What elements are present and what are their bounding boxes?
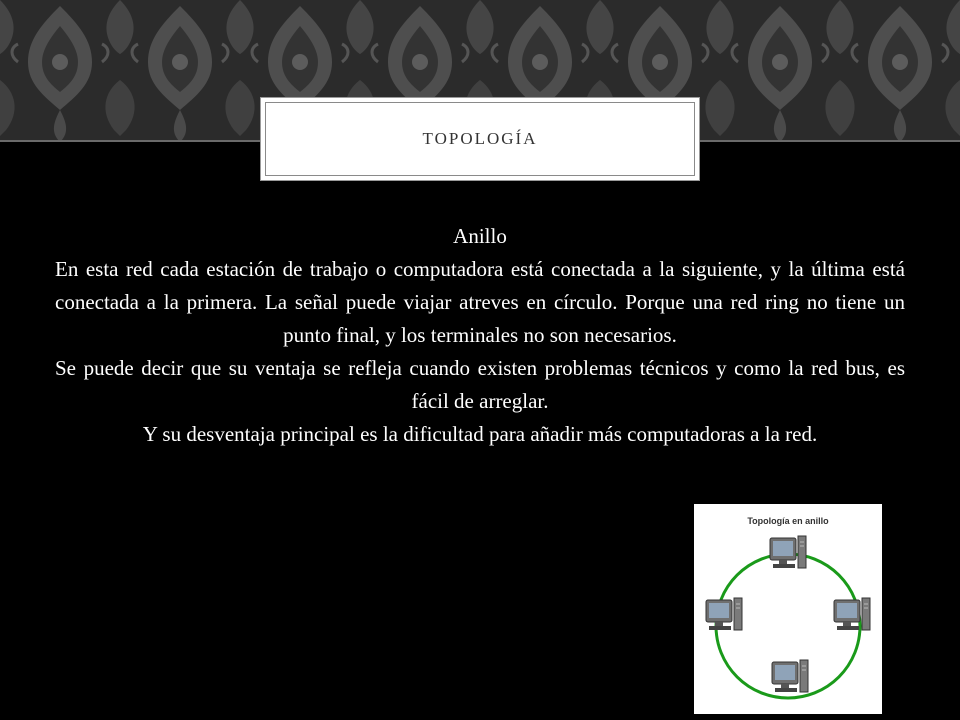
computer-icon-left <box>706 598 742 630</box>
computer-icon-top <box>770 536 806 568</box>
slide-body <box>55 220 905 451</box>
paragraph-description: En esta red cada estación de trabajo o computadora está conectada a la siguiente, y la última está conectada a la primera. La señal puede viajar atreves en círculo. Porque una red ring no tiene un punto final, y los terminales no son necesarios. <box>55 257 905 347</box>
title-box-inner-border <box>265 102 695 176</box>
figure-title: Topología en anillo <box>747 516 829 526</box>
paragraph-advantage: Se puede decir que su ventaja se refleja cuando existen problemas técnicos y como la red bus, es fácil de arreglar. <box>55 356 905 413</box>
computer-icon-right <box>834 598 870 630</box>
ring-diagram <box>694 504 882 714</box>
paragraph-disadvantage: Y su desventaja principal es la dificultad para añadir más computadoras a la red. <box>142 422 818 446</box>
ring-topology-figure <box>694 504 882 714</box>
slide-heading: Anillo <box>453 224 507 248</box>
title-box <box>260 97 700 181</box>
slide-title: TOPOLOGÍA <box>422 129 538 148</box>
computer-icon-bottom <box>772 660 808 692</box>
